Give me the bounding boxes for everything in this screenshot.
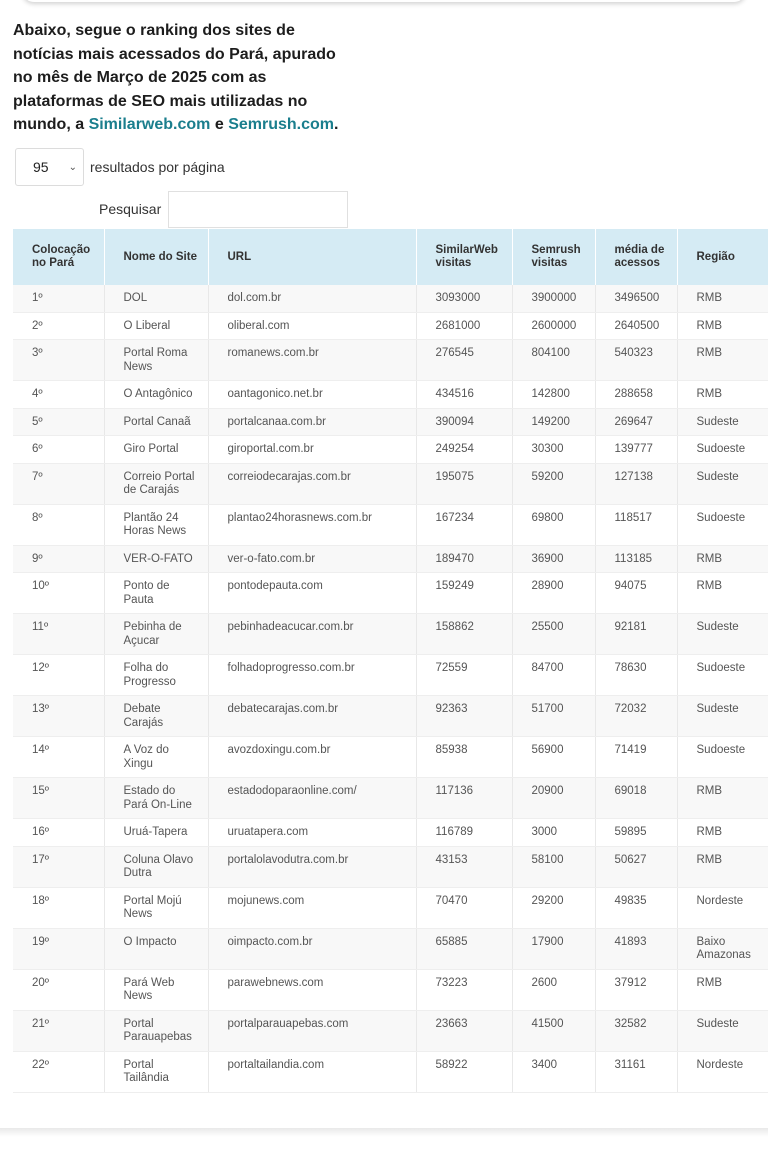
rank-cell: 7º (13, 463, 104, 504)
average-cell: 71419 (595, 737, 677, 778)
site-name-cell: O Impacto (104, 928, 208, 969)
semrush-cell: 3000 (512, 819, 595, 847)
similarweb-cell: 72559 (416, 655, 512, 696)
table-row (13, 381, 768, 409)
rank-cell: 14º (13, 737, 104, 778)
url-cell: oimpacto.com.br (208, 928, 416, 969)
region-cell: RMB (677, 819, 768, 847)
semrush-cell: 29200 (512, 887, 595, 928)
table-row (13, 614, 768, 655)
site-name-cell: Plantão 24 Horas News (104, 504, 208, 545)
header-average[interactable]: média de acessos (595, 229, 677, 285)
site-name-cell: O Antagônico (104, 381, 208, 409)
average-cell: 59895 (595, 819, 677, 847)
url-cell: giroportal.com.br (208, 436, 416, 464)
rank-cell: 19º (13, 928, 104, 969)
url-cell: estadodoparaonline.com/ (208, 778, 416, 819)
site-name-cell: Portal Roma News (104, 340, 208, 381)
semrush-cell: 69800 (512, 504, 595, 545)
similarweb-cell: 85938 (416, 737, 512, 778)
site-name-cell: Giro Portal (104, 436, 208, 464)
url-cell: dol.com.br (208, 285, 416, 312)
rank-cell: 5º (13, 408, 104, 436)
url-cell: debatecarajas.com.br (208, 696, 416, 737)
similarweb-cell: 92363 (416, 696, 512, 737)
semrush-cell: 59200 (512, 463, 595, 504)
search-control (99, 190, 348, 228)
site-name-cell: Debate Carajás (104, 696, 208, 737)
average-cell: 288658 (595, 381, 677, 409)
similarweb-link[interactable]: Similarweb.com (88, 116, 211, 133)
region-cell: RMB (677, 778, 768, 819)
average-cell: 3496500 (595, 285, 677, 312)
bottom-fade (0, 1128, 768, 1153)
average-cell: 269647 (595, 408, 677, 436)
semrush-cell: 2600 (512, 969, 595, 1010)
table-row (13, 696, 768, 737)
rank-cell: 11º (13, 614, 104, 655)
site-name-cell: VER-O-FATO (104, 545, 208, 573)
semrush-cell: 2600000 (512, 312, 595, 340)
search-input[interactable] (168, 191, 348, 228)
table-row (13, 737, 768, 778)
region-cell: RMB (677, 381, 768, 409)
region-cell: Baixo Amazonas (677, 928, 768, 969)
average-cell: 92181 (595, 614, 677, 655)
semrush-cell: 804100 (512, 340, 595, 381)
table-header (13, 229, 768, 285)
semrush-cell: 17900 (512, 928, 595, 969)
region-cell: RMB (677, 340, 768, 381)
url-cell: ver-o-fato.com.br (208, 545, 416, 573)
header-row (13, 229, 768, 285)
rank-cell: 12º (13, 655, 104, 696)
similarweb-cell: 195075 (416, 463, 512, 504)
table-row (13, 655, 768, 696)
similarweb-cell: 58922 (416, 1051, 512, 1092)
similarweb-cell: 434516 (416, 381, 512, 409)
region-cell: RMB (677, 846, 768, 887)
chevron-down-icon: ⌄ (68, 161, 77, 173)
region-cell: Sudeste (677, 1010, 768, 1051)
rank-cell: 21º (13, 1010, 104, 1051)
table-row (13, 285, 768, 312)
semrush-cell: 20900 (512, 778, 595, 819)
average-cell: 69018 (595, 778, 677, 819)
average-cell: 139777 (595, 436, 677, 464)
site-name-cell: Correio Portal de Carajás (104, 463, 208, 504)
url-cell: pebinhadeacucar.com.br (208, 614, 416, 655)
site-name-cell: Pebinha de Açucar (104, 614, 208, 655)
ranking-table-container (13, 229, 768, 1129)
url-cell: avozdoxingu.com.br (208, 737, 416, 778)
rank-cell: 16º (13, 819, 104, 847)
site-name-cell: Portal Parauapebas (104, 1010, 208, 1051)
similarweb-cell: 2681000 (416, 312, 512, 340)
similarweb-cell: 276545 (416, 340, 512, 381)
region-cell: RMB (677, 969, 768, 1010)
similarweb-cell: 390094 (416, 408, 512, 436)
semrush-cell: 3900000 (512, 285, 595, 312)
table-row (13, 573, 768, 614)
intro-paragraph (13, 19, 358, 137)
semrush-cell: 25500 (512, 614, 595, 655)
table-row (13, 778, 768, 819)
page-length-select[interactable] (15, 148, 84, 186)
average-cell: 31161 (595, 1051, 677, 1092)
average-cell: 118517 (595, 504, 677, 545)
region-cell: RMB (677, 285, 768, 312)
intro-connector: e (210, 116, 229, 133)
site-name-cell: A Voz do Xingu (104, 737, 208, 778)
site-name-cell: Uruá-Tapera (104, 819, 208, 847)
region-cell: Sudeste (677, 696, 768, 737)
similarweb-cell: 65885 (416, 928, 512, 969)
similarweb-cell: 158862 (416, 614, 512, 655)
semrush-cell: 84700 (512, 655, 595, 696)
rank-cell: 20º (13, 969, 104, 1010)
similarweb-cell: 159249 (416, 573, 512, 614)
search-label: Pesquisar (99, 201, 162, 217)
similarweb-cell: 117136 (416, 778, 512, 819)
semrush-cell: 28900 (512, 573, 595, 614)
average-cell: 50627 (595, 846, 677, 887)
site-name-cell: Folha do Progresso (104, 655, 208, 696)
table-row (13, 928, 768, 969)
table-row (13, 504, 768, 545)
semrush-cell: 36900 (512, 545, 595, 573)
rank-cell: 9º (13, 545, 104, 573)
page-length-control (15, 148, 225, 186)
table-row (13, 408, 768, 436)
similarweb-cell: 73223 (416, 969, 512, 1010)
table-row (13, 312, 768, 340)
url-cell: romanews.com.br (208, 340, 416, 381)
similarweb-cell: 70470 (416, 887, 512, 928)
rank-cell: 18º (13, 887, 104, 928)
url-cell: folhadoprogresso.com.br (208, 655, 416, 696)
url-cell: parawebnews.com (208, 969, 416, 1010)
rank-cell: 13º (13, 696, 104, 737)
url-cell: plantao24horasnews.com.br (208, 504, 416, 545)
table-body (13, 285, 768, 1092)
region-cell: Sudeste (677, 408, 768, 436)
site-name-cell: O Liberal (104, 312, 208, 340)
region-cell: Sudeste (677, 614, 768, 655)
semrush-cell: 3400 (512, 1051, 595, 1092)
table-row (13, 436, 768, 464)
average-cell: 127138 (595, 463, 677, 504)
table-row (13, 887, 768, 928)
region-cell: RMB (677, 312, 768, 340)
site-name-cell: Pará Web News (104, 969, 208, 1010)
region-cell: Sudoeste (677, 504, 768, 545)
similarweb-cell: 189470 (416, 545, 512, 573)
site-name-cell: Estado do Pará On-Line (104, 778, 208, 819)
average-cell: 37912 (595, 969, 677, 1010)
header-semrush[interactable]: Semrush visitas (512, 229, 595, 285)
page-length-value: 95 (33, 159, 49, 175)
header-similarweb[interactable]: SimilarWeb visitas (416, 229, 512, 285)
similarweb-cell: 167234 (416, 504, 512, 545)
site-name-cell: Portal Mojú News (104, 887, 208, 928)
header-rank[interactable]: Colocação no Pará (13, 229, 104, 285)
url-cell: pontodepauta.com (208, 573, 416, 614)
semrush-cell: 51700 (512, 696, 595, 737)
rank-cell: 22º (13, 1051, 104, 1092)
similarweb-cell: 249254 (416, 436, 512, 464)
url-cell: correiodecarajas.com.br (208, 463, 416, 504)
ranking-table (13, 229, 768, 1093)
url-cell: portalparauapebas.com (208, 1010, 416, 1051)
rank-cell: 17º (13, 846, 104, 887)
rank-cell: 8º (13, 504, 104, 545)
table-row (13, 846, 768, 887)
average-cell: 94075 (595, 573, 677, 614)
average-cell: 540323 (595, 340, 677, 381)
semrush-link[interactable]: Semrush.com (228, 116, 334, 133)
average-cell: 32582 (595, 1010, 677, 1051)
average-cell: 72032 (595, 696, 677, 737)
region-cell: Sudeste (677, 463, 768, 504)
rank-cell: 2º (13, 312, 104, 340)
table-row (13, 463, 768, 504)
url-cell: oliberal.com (208, 312, 416, 340)
header-site-name[interactable]: Nome do Site (104, 229, 208, 285)
average-cell: 41893 (595, 928, 677, 969)
url-cell: mojunews.com (208, 887, 416, 928)
semrush-cell: 58100 (512, 846, 595, 887)
table-row (13, 1010, 768, 1051)
site-name-cell: Ponto de Pauta (104, 573, 208, 614)
region-cell: Sudoeste (677, 436, 768, 464)
rank-cell: 1º (13, 285, 104, 312)
rank-cell: 4º (13, 381, 104, 409)
semrush-cell: 142800 (512, 381, 595, 409)
site-name-cell: Coluna Olavo Dutra (104, 846, 208, 887)
similarweb-cell: 3093000 (416, 285, 512, 312)
intro-end: . (334, 116, 339, 133)
table-row (13, 340, 768, 381)
average-cell: 78630 (595, 655, 677, 696)
region-cell: RMB (677, 573, 768, 614)
region-cell: Nordeste (677, 1051, 768, 1092)
rank-cell: 15º (13, 778, 104, 819)
rank-cell: 6º (13, 436, 104, 464)
url-cell: portalcanaa.com.br (208, 408, 416, 436)
similarweb-cell: 116789 (416, 819, 512, 847)
site-name-cell: DOL (104, 285, 208, 312)
average-cell: 2640500 (595, 312, 677, 340)
table-row (13, 1051, 768, 1092)
semrush-cell: 56900 (512, 737, 595, 778)
header-region[interactable]: Região (677, 229, 768, 285)
table-row (13, 969, 768, 1010)
average-cell: 113185 (595, 545, 677, 573)
similarweb-cell: 23663 (416, 1010, 512, 1051)
semrush-cell: 30300 (512, 436, 595, 464)
url-cell: oantagonico.net.br (208, 381, 416, 409)
intro-text: Abaixo, segue o ranking dos sites de notícias mais acessados do Pará, apurado no mês de Março de 2025 com as plataformas de SEO mais utilizadas no mundo, a (13, 22, 336, 133)
site-name-cell: Portal Canaã (104, 408, 208, 436)
rank-cell: 3º (13, 340, 104, 381)
similarweb-cell: 43153 (416, 846, 512, 887)
region-cell: Sudoeste (677, 655, 768, 696)
url-cell: uruatapera.com (208, 819, 416, 847)
region-cell: Sudoeste (677, 737, 768, 778)
region-cell: Nordeste (677, 887, 768, 928)
semrush-cell: 149200 (512, 408, 595, 436)
url-cell: portaltailandia.com (208, 1051, 416, 1092)
rank-cell: 10º (13, 573, 104, 614)
table-row (13, 819, 768, 847)
table-row (13, 545, 768, 573)
average-cell: 49835 (595, 887, 677, 928)
top-card-edge (22, 0, 746, 2)
site-name-cell: Portal Tailândia (104, 1051, 208, 1092)
header-url[interactable]: URL (208, 229, 416, 285)
region-cell: RMB (677, 545, 768, 573)
semrush-cell: 41500 (512, 1010, 595, 1051)
url-cell: portalolavodutra.com.br (208, 846, 416, 887)
page-length-label: resultados por página (90, 159, 225, 175)
